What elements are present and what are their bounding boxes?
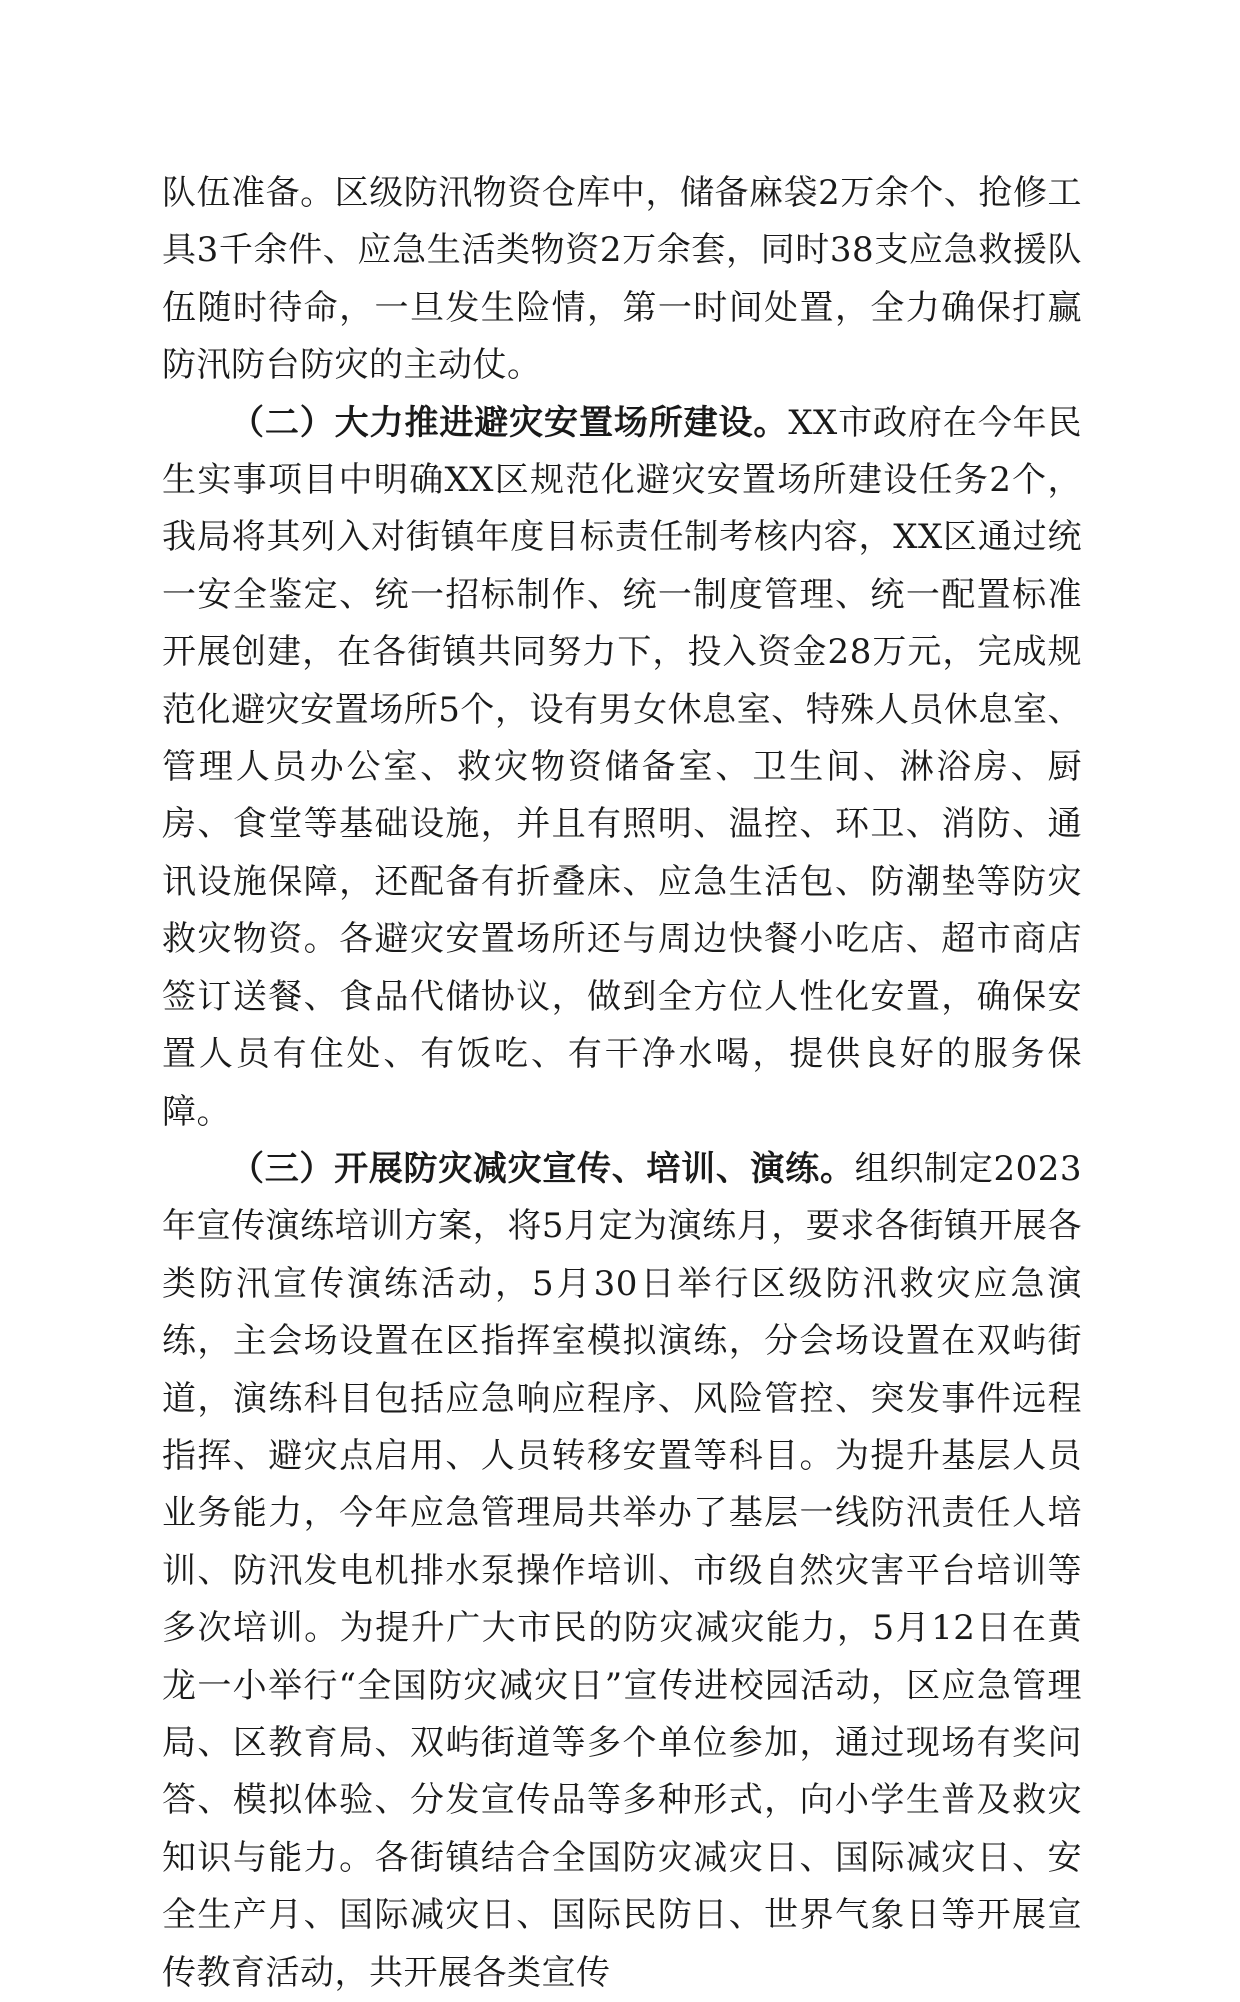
paragraph-body: 队伍准备。区级防汛物资仓库中，储备麻袋2万余个、抢修工具3千余件、应急生活类物资2万余套，同时38支应急救援队伍随时待命，一旦发生险情，第一时间处置，全力确保打赢防汛防台防灾的主动仗。 — [162, 173, 1082, 386]
paragraph-body: 组织制定2023年宣传演练培训方案，将5月定为演练月，要求各街镇开展各类防汛宣传演练活动，5月30日举行区级防汛救灾应急演练，主会场设置在区指挥室模拟演练，分会场设置在双屿街道，演练科目包括应急响应程序、风险管控、突发事件远程指挥、避灾点启用、人员转移安置等科目。为提升基层人员业务能力，今年应急管理局共举办了基层一线防汛责任人培训、防汛发电机排水泵操作培训、市级自然灾害平台培训等多次培训。为提升广大市民的防灾减灾能力，5月12日在黄龙一小举行“全国防灾减灾日”宣传进校园活动，区应急管理局、区教育局、双屿街道等多个单位参加，通过现场有奖问答、模拟体验、分发宣传品等多种形式，向小学生普及救灾知识与能力。各街镇结合全国防灾减灾日、国际减灾日、安全生产月、国际减灾日、国际民防日、世界气象日等开展宣传教育活动，共开展各类宣传 — [162, 1148, 1082, 1993]
paragraph-body: XX市政府在今年民生实事项目中明确XX区规范化避灾安置场所建设任务2个，我局将其列入对街镇年度目标责任制考核内容，XX区通过统一安全鉴定、统一招标制作、统一制度管理、统一配置标准开展创建，在各街镇共同努力下，投入资金28万元，完成规范化避灾安置场所5个，设有男女休息室、特殊人员休息室、管理人员办公室、救灾物资储备室、卫生间、淋浴房、厨房、食堂等基础设施，并且有照明、温控、环卫、消防、通讯设施保障，还配备有折叠床、应急生活包、防潮垫等防灾救灾物资。各避灾安置场所还与周边快餐小吃店、超市商店签订送餐、食品代储协议，做到全方位人性化安置，确保安置人员有住处、有饭吃、有干净水喝，提供良好的服务保障。 — [162, 402, 1083, 1132]
section-heading: （三）开展防灾减灾宣传、培训、演练。 — [230, 1148, 855, 1189]
paragraph-publicity-training-drills — [162, 1141, 1082, 2002]
paragraph-team-readiness — [162, 165, 1082, 395]
paragraph-shelter-construction — [162, 395, 1082, 1141]
document-body — [162, 165, 1082, 2002]
section-heading: （二）大力推进避灾安置场所建设。 — [230, 402, 789, 443]
